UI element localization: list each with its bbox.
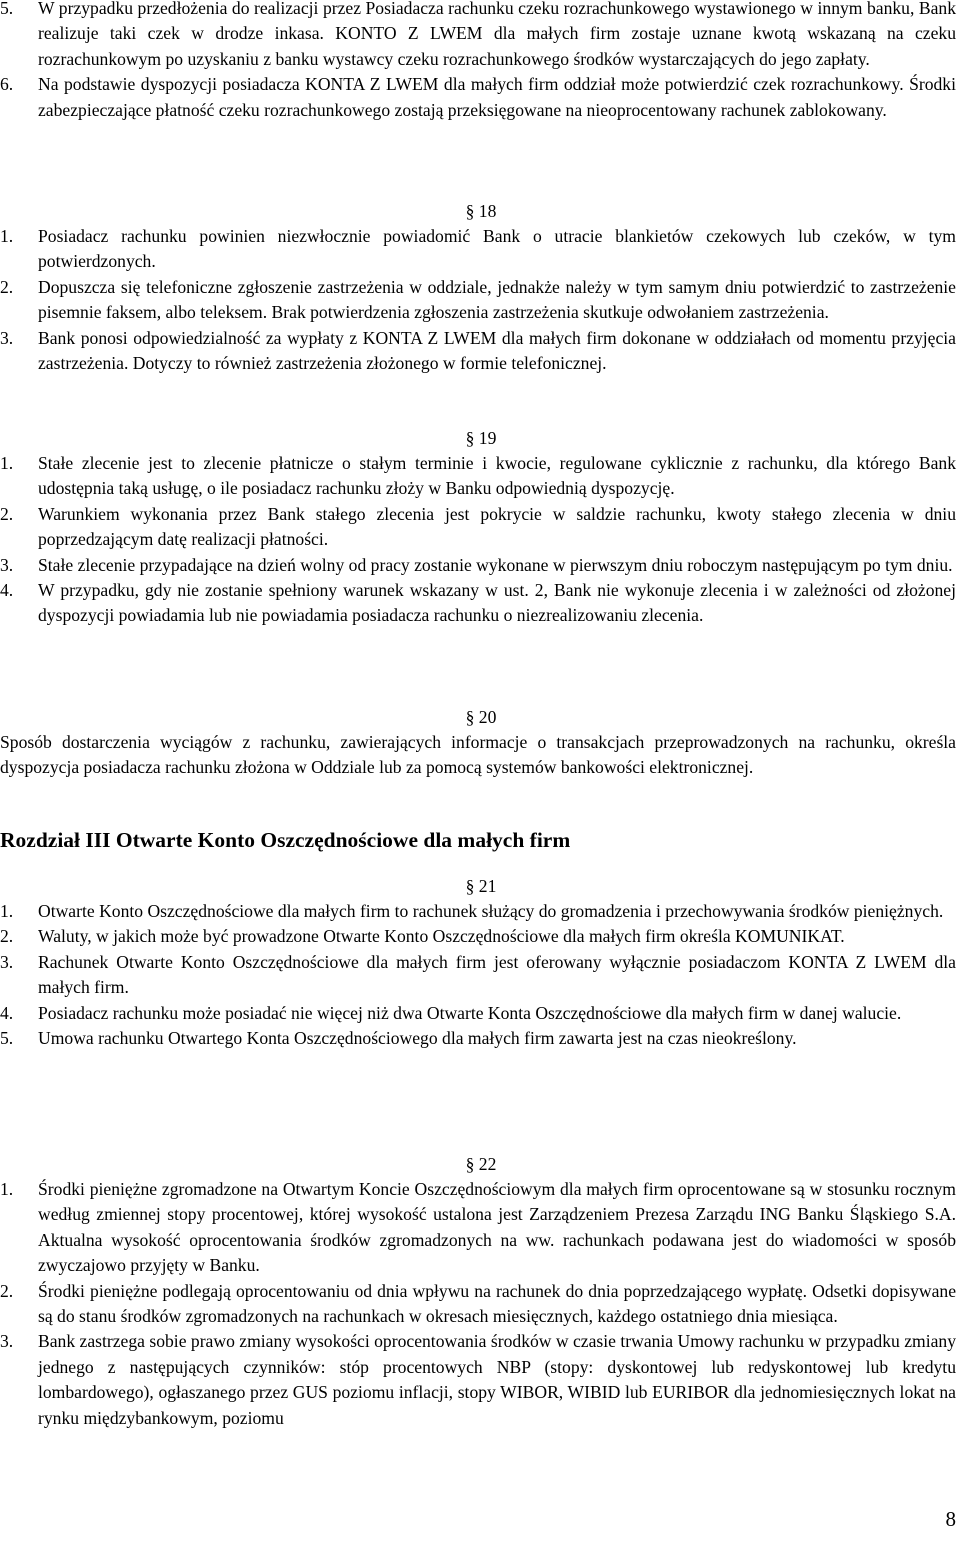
- list-item: [0, 1329, 958, 1431]
- item-text: Bank zastrzega sobie prawo zmiany wysokości oprocentowania środków w czasie trwania Umowy rachunku w przypadku zmiany jednego z następujących czynników: stóp procentowych NBP (stopy: dyskontowej lub redyskontowej lub kredytu lombardowego), ogłaszanego przez GUS poziomu inflacji, stopy WIBOR, WIBID lub EURIBOR dla jednomiesięcznych lokat na rynku międzybankowym, poziomu: [38, 1331, 957, 1428]
- item-number: 2.: [0, 503, 14, 524]
- section-heading: § 21: [465, 876, 497, 896]
- list-item: [0, 1026, 958, 1051]
- item-text: Stałe zlecenie jest to zlecenie płatnicze o stałym terminie i kwocie, regulowane cyklicznie z rachunku, dla którego Bank udostępnia taką usługę, o ile posiadacz rachunku złoży w Banku odpowiednią dyspozycję.: [38, 453, 956, 499]
- item-number: 3.: [0, 951, 14, 972]
- item-text: Środki pieniężne zgromadzone na Otwartym Koncie Oszczędnościowym dla małych firm oprocentowane są w stosunku rocznym według zmiennej stopy procentowej, której wysokość ustalona jest Zarządzeniem Prezesa Zarządu ING Banku Śląskiego S.A. Aktualna wysokość oprocentowania środków zgromadzonych na ww. rachunkach podawana jest do wiadomości w sposób zwyczajowo przyjęty w Banku.: [38, 1179, 956, 1276]
- item-text: Posiadacz rachunku może posiadać nie więcej niż dwa Otwarte Konta Oszczędnościowe dla małych firm w danej walucie.: [38, 1002, 902, 1023]
- list-item: [0, 0, 958, 72]
- section-heading: § 18: [465, 201, 497, 221]
- item-text: Waluty, w jakich może być prowadzone Otwarte Konto Oszczędnościowe dla małych firm określa KOMUNIKAT.: [38, 926, 845, 947]
- section-text: Sposób dostarczenia wyciągów z rachunku, zawierających informacje o transakcjach przeprowadzonych na rachunku, określa dyspozycja posiadacza rachunku złożona w Oddziale lub za pomocą systemów bankowości elektronicznej.: [0, 732, 956, 778]
- section-heading: § 22: [465, 1154, 497, 1174]
- section-18: [0, 199, 958, 376]
- list-item: [0, 451, 958, 502]
- section-21: [0, 874, 958, 1051]
- item-text: Bank ponosi odpowiedzialność za wypłaty z KONTA Z LWEM dla małych firm dokonane w oddziałach od momentu przyjęcia zastrzeżenia. Dotyczy to również zastrzeżenia złożonego w formie telefonicznej.: [38, 327, 956, 374]
- item-number: 1.: [0, 453, 14, 473]
- item-text: Warunkiem wykonania przez Bank stałego zlecenia jest pokrycie w saldzie rachunku, kwoty stałego zlecenia w dniu poprzedzającym datę realizacji płatności.: [38, 503, 956, 550]
- item-text: Posiadacz rachunku powinien niezwłocznie powiadomić Bank o utracie blankietów czekowych lub czeków, w tym potwierdzonych.: [38, 226, 956, 272]
- list-item: [0, 275, 958, 326]
- list-item: [0, 224, 958, 275]
- item-number: 2.: [0, 926, 14, 947]
- item-number: 4.: [0, 580, 14, 601]
- item-text: Dopuszcza się telefoniczne zgłoszenie zastrzeżenia w oddziale, jednakże należy w tym samym dniu potwierdzić to zastrzeżenie pisemnie faksem, albo teleksem. Brak potwierdzenia zgłoszenia zastrzeżenia skutkuje odwołaniem zastrzeżenia.: [38, 276, 956, 323]
- item-number: 2.: [0, 1280, 14, 1301]
- list-item: [0, 1001, 958, 1026]
- item-text: Umowa rachunku Otwartego Konta Oszczędnościowego dla małych firm zawarta jest na czas nieokreślony.: [38, 1028, 797, 1049]
- list-item: [0, 502, 958, 553]
- item-number: 2.: [0, 276, 14, 297]
- item-text: W przypadku, gdy nie zostanie spełniony warunek wskazany w ust. 2, Bank nie wykonuje zlecenia i w zależności od złożonej dyspozycji powiadamia lub nie powiadamia posiadacza rachunku o niezrealizowaniu zlecenia.: [38, 580, 956, 626]
- item-number: 5.: [0, 0, 14, 18]
- list-item: [0, 72, 958, 123]
- item-number: 3.: [0, 554, 14, 575]
- page-number: 8: [945, 1507, 956, 1531]
- list-item: [0, 553, 958, 578]
- list-item: [0, 326, 958, 377]
- section-heading: § 20: [465, 707, 497, 727]
- section-22: [0, 1152, 958, 1431]
- item-text: W przypadku przedłożenia do realizacji przez Posiadacza rachunku czeku rozrachunkowego wystawionego w innym banku, Bank realizuje taki czek w drodze inkasa. KONTO Z LWEM dla małych firm zostaje uznane kwotą wskazaną na czeku rozrachunkowym po uzyskaniu z banku wystawcy czeku rozrachunkowego środków wystarczających do jego zapłaty.: [38, 0, 956, 69]
- list-item: [0, 924, 958, 949]
- item-number: 1.: [0, 901, 14, 921]
- item-text: Na podstawie dyspozycji posiadacza KONTA Z LWEM dla małych firm oddział może potwierdzić czek rozrachunkowy. Środki zabezpieczające płatność czeku rozrachunkowego zostają przeksięgowane na nieoprocentowany rachunek zablokowany.: [38, 74, 956, 120]
- list-item: [0, 950, 958, 1001]
- item-text: Otwarte Konto Oszczędnościowe dla małych firm to rachunek służący do gromadzenia i przechowywania środków pieniężnych.: [38, 901, 944, 921]
- list-item: [0, 1279, 958, 1330]
- item-number: 6.: [0, 74, 14, 95]
- item-number: 3.: [0, 327, 14, 348]
- item-number: 3.: [0, 1331, 14, 1352]
- chapter-heading: Rozdział III Otwarte Konto Oszczędnościowe dla małych firm: [0, 828, 571, 852]
- item-text: Stałe zlecenie przypadające na dzień wolny od pracy zostanie wykonane w pierwszym dniu roboczym następującym po tym dniu.: [38, 554, 953, 575]
- section-20: [0, 705, 958, 781]
- item-number: 1.: [0, 1179, 14, 1199]
- section-19: [0, 426, 958, 629]
- item-text: Rachunek Otwarte Konto Oszczędnościowe dla małych firm jest oferowany wyłącznie posiadaczom KONTA Z LWEM dla małych firm.: [38, 951, 956, 998]
- item-number: 5.: [0, 1028, 14, 1049]
- list-item: [0, 1177, 958, 1279]
- section-heading: § 19: [465, 428, 497, 448]
- item-number: 4.: [0, 1002, 14, 1023]
- item-text: Środki pieniężne podlegają oprocentowaniu od dnia wpływu na rachunek do dnia poprzedzającego wypłatę. Odsetki dopisywane są do stanu środków zgromadzonych na rachunkach w okresach miesięcznych, każdego ostatniego dnia miesiąca.: [38, 1280, 956, 1327]
- top-items: [0, 0, 958, 123]
- list-item: [0, 578, 958, 629]
- item-number: 1.: [0, 226, 14, 246]
- list-item: [0, 899, 958, 924]
